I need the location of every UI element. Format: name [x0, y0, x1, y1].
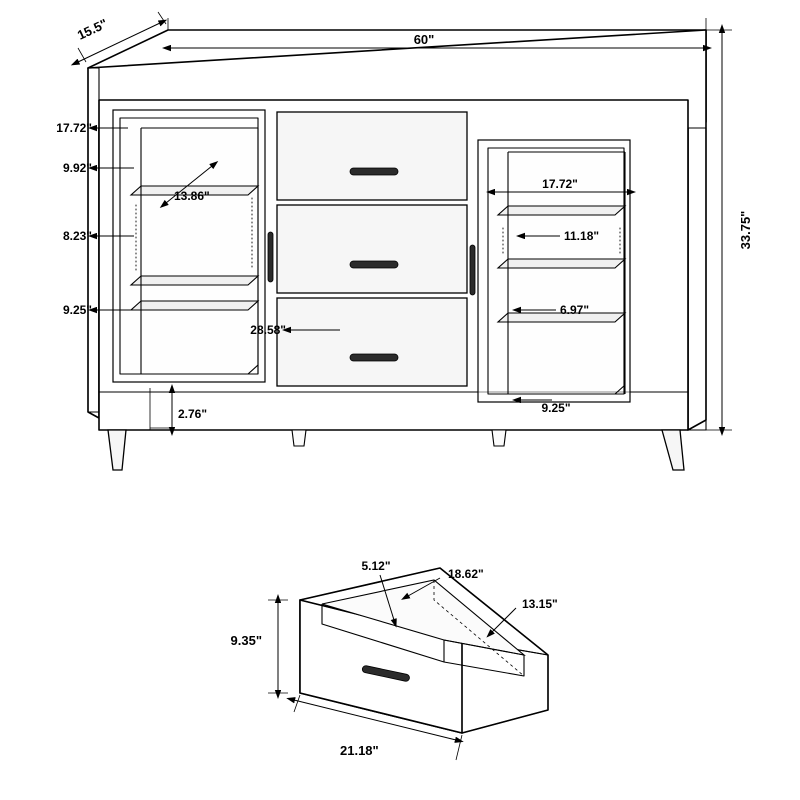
left-door-handle [268, 232, 273, 282]
dim-drawer-front-height [231, 600, 288, 693]
dim-drawer-interior-depth-label: 5.12" [361, 559, 391, 573]
dim-left-shelf-width-label: 13.86" [174, 189, 210, 203]
dim-left-compartment-c-label: 9.25" [62, 303, 92, 317]
cabinet-leg-mid-left [292, 430, 306, 446]
dim-height [700, 30, 753, 430]
dim-right-compartment-a-label: 11.18" [564, 229, 600, 243]
dim-right-compartment-b-label: 6.97" [560, 303, 590, 317]
dim-drawer-front-width-detail-label: 21.18" [340, 743, 379, 758]
drawer-front-bottom [277, 298, 467, 386]
cabinet-leg-mid-right [492, 430, 506, 446]
dim-leg-height-label: 2.76" [178, 407, 208, 421]
dim-left-compartment-b-label: 8.23" [62, 229, 92, 243]
dim-drawer-interior-width-label: 13.15" [522, 597, 558, 611]
cabinet-leg-front-left [108, 430, 126, 470]
right-shelf-upper [498, 206, 625, 215]
dim-left-compartment-a-label: 9.92" [62, 161, 92, 175]
cabinet-view [56, 12, 753, 470]
dim-left-top-opening-label: 17.72" [56, 121, 92, 135]
drawer-front-middle [277, 205, 467, 293]
right-door-handle [470, 245, 475, 295]
drawer-handle-bottom [350, 354, 398, 361]
left-shelf-lower [131, 276, 258, 285]
dim-width-label: 60" [413, 32, 435, 47]
dim-right-shelf-width-label: 17.72" [542, 177, 578, 191]
drawer-handle-top [350, 168, 398, 175]
cabinet-leg-front-right [662, 430, 684, 470]
dim-drawer-interior-length-label: 18.62" [448, 567, 484, 581]
right-shelf-middle [498, 259, 625, 268]
left-door-compartment [113, 110, 273, 382]
left-shelf-bottom [131, 301, 258, 310]
center-drawer-stack [277, 112, 467, 386]
dim-depth-label: 15.5" [74, 15, 110, 43]
dim-height-label: 33.75" [738, 210, 753, 250]
drawer-handle-middle [350, 261, 398, 268]
dim-right-compartment-c-label: 9.25" [541, 401, 571, 415]
drawer-front-top [277, 112, 467, 200]
drawer-detail-view [231, 559, 558, 760]
dim-drawer-front-height-label: 9.35" [230, 633, 262, 648]
dim-drawer-front-width-label: 28.58" [250, 323, 286, 337]
